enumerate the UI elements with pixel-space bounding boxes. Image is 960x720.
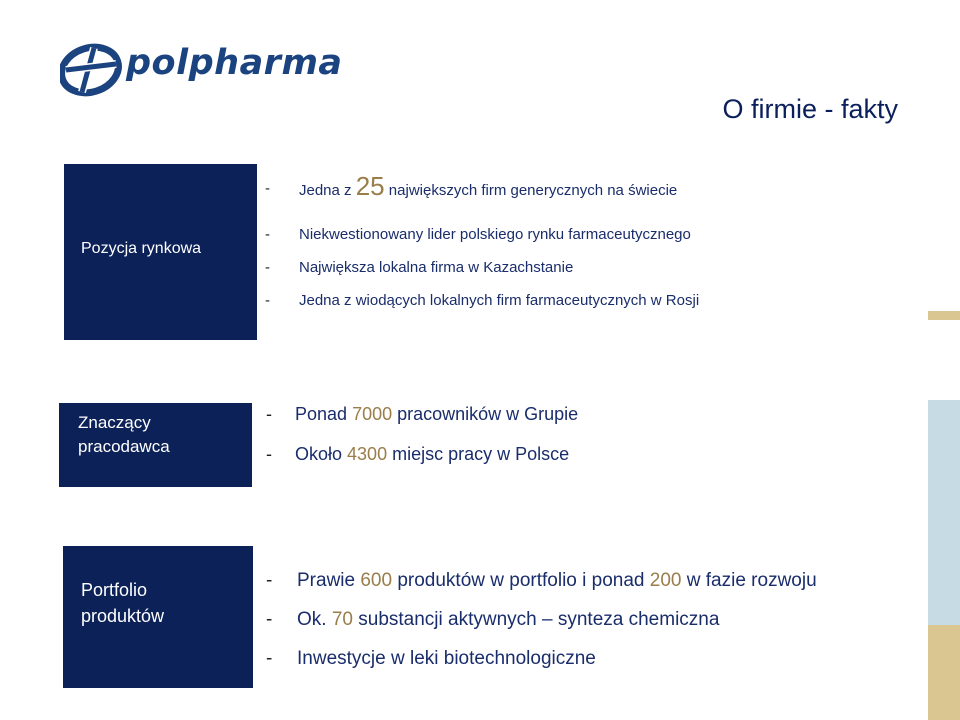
list-item-text [299, 226, 691, 243]
highlighted-number: 4300 [347, 444, 388, 464]
text-segment: Inwestycje w leki biotechnologiczne [297, 648, 596, 669]
bullet-dash: - [265, 180, 270, 197]
highlighted-number: 70 [331, 609, 353, 630]
brand-wordmark: polpharma [126, 43, 343, 83]
bullet-dash: - [266, 609, 273, 630]
list-item-text [295, 404, 578, 425]
highlighted-number: 7000 [352, 404, 393, 424]
polpharma-logo [60, 40, 350, 100]
list-item-text [299, 171, 677, 202]
bullet-dash: - [266, 444, 272, 464]
list-item-text [299, 292, 699, 309]
text-segment: największych firm generycznych na świecie [384, 182, 678, 199]
section-label-line: Znaczący [78, 413, 151, 432]
bullet-dash: - [265, 292, 270, 309]
text-segment: Jedna z [299, 182, 356, 199]
text-segment: Niekwestionowany lider polskiego rynku farmaceutycznego [299, 226, 691, 243]
highlighted-number: 25 [355, 171, 385, 201]
bullet-dash: - [266, 570, 273, 591]
bullet-dash: - [265, 259, 270, 276]
text-segment: Największa lokalna firma w Kazachstanie [299, 259, 574, 276]
highlighted-number: 600 [360, 570, 393, 591]
highlighted-number: 200 [649, 570, 682, 591]
text-segment: pracowników w Grupie [392, 404, 579, 424]
text-segment: Jedna z wiodących lokalnych firm farmaceutycznych w Rosji [299, 292, 700, 309]
section-label-box-employer [59, 403, 252, 487]
list-item-text [295, 444, 569, 465]
list-item-text [299, 259, 573, 276]
text-segment: miejsc pracy w Polsce [387, 444, 570, 464]
section-label-employer [78, 411, 170, 459]
decor-lightblue-bar [928, 400, 960, 625]
text-segment: Prawie [297, 570, 361, 591]
list-item-text [297, 648, 596, 670]
text-segment: Ok. [297, 609, 332, 630]
section-label-line: Portfolio [81, 580, 148, 600]
polpharma-swoosh-cross-icon [60, 40, 124, 100]
section-label-box-portfolio [63, 546, 253, 688]
decor-gold-bar-small [928, 311, 960, 320]
list-item-text [297, 609, 719, 631]
decor-gold-bar-large [928, 625, 960, 720]
bullet-dash: - [266, 404, 272, 424]
text-segment: Ponad [295, 404, 353, 424]
text-segment: Około [295, 444, 348, 464]
page-title: O firmie - fakty [722, 94, 898, 124]
text-segment: produktów w portfolio i ponad [392, 570, 650, 591]
bullet-dash: - [265, 226, 270, 243]
bullet-dash: - [266, 648, 273, 669]
text-segment: w fazie rozwoju [681, 570, 817, 591]
section-label-line: produktów [81, 606, 165, 627]
section-label-market-position: Pozycja rynkowa [81, 240, 202, 257]
section-label-line: pracodawca [78, 436, 170, 456]
section-label-portfolio [81, 577, 164, 629]
section-label-box-market-position [64, 164, 257, 340]
list-item-text [297, 570, 817, 592]
text-segment: substancji aktywnych – synteza chemiczna [352, 609, 720, 630]
